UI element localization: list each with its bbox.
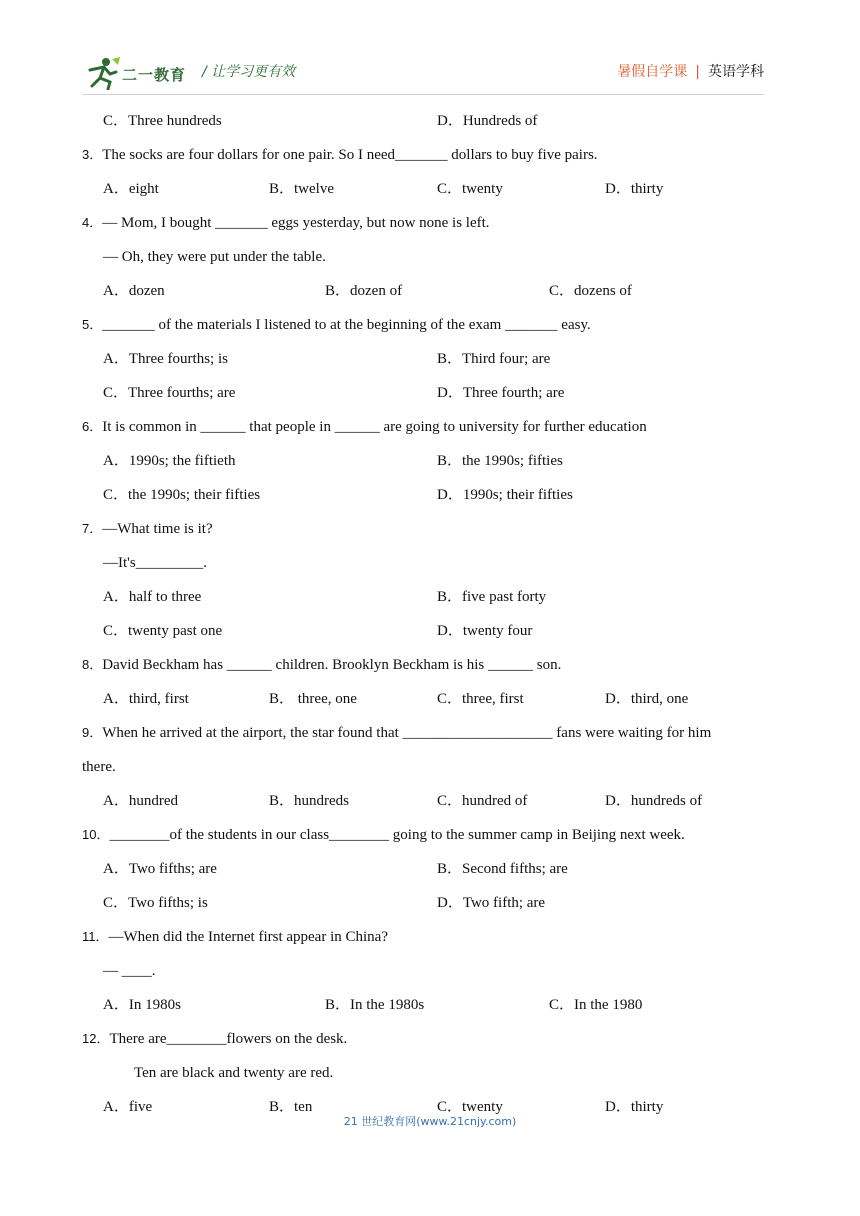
option-d: D．Three fourth; are — [437, 385, 565, 401]
question-10-options-row2 — [82, 892, 772, 926]
option-c: C．twenty past one — [103, 623, 223, 639]
question-9 — [82, 722, 772, 756]
option-a: A．hundred — [103, 793, 178, 809]
question-11 — [82, 926, 772, 960]
question-text: It is common in ______ that people in ______ are going to university for further education — [102, 419, 647, 435]
option-d: D．twenty four — [437, 623, 533, 639]
question-8 — [82, 654, 772, 688]
question-4-options — [82, 280, 772, 314]
question-number: 6． — [82, 419, 103, 434]
option-a: A．eight — [103, 181, 159, 197]
question-3 — [82, 144, 772, 178]
option-b: B．hundreds — [269, 793, 349, 809]
question-text: —What time is it? — [102, 521, 213, 537]
option-d: D．thirty — [605, 181, 664, 197]
question-list — [82, 110, 772, 1130]
option-b: B．Second fifths; are — [437, 861, 568, 877]
option-a: A．third, first — [103, 691, 189, 707]
question-number: 4． — [82, 215, 103, 230]
option-c: C．Three hundreds — [103, 113, 222, 129]
subject-label: 英语学科 — [708, 64, 764, 80]
question-number: 7． — [82, 521, 103, 536]
option-a: A．In 1980s — [103, 997, 181, 1013]
option-a: A．1990s; the fiftieth — [103, 453, 236, 469]
option-c: C．Two fifths; is — [103, 895, 208, 911]
question-2-options — [82, 110, 772, 144]
question-5-options-row2 — [82, 382, 772, 416]
question-10 — [82, 824, 772, 858]
question-4-reply: — Oh, they were put under the table. — [103, 249, 326, 265]
header-divider — [82, 94, 764, 95]
question-text: When he arrived at the airport, the star found that ____________________ fans were waiting for him — [102, 725, 712, 741]
option-a: A．dozen — [103, 283, 165, 299]
option-b: B．twelve — [269, 181, 334, 197]
option-b: B．dozen of — [325, 283, 403, 299]
option-b: B．In the 1980s — [325, 997, 425, 1013]
option-c: C．dozens of — [549, 283, 632, 299]
question-8-options — [82, 688, 772, 722]
question-text: David Beckham has ______ children. Brooklyn Beckham is his ______ son. — [102, 657, 562, 673]
question-7-options-row1 — [82, 586, 772, 620]
option-b: B．ten — [269, 1099, 313, 1115]
option-b: B． three, one — [269, 691, 357, 707]
question-number: 5． — [82, 317, 103, 332]
option-c: C．the 1990s; their fifties — [103, 487, 261, 503]
page-footer: 21 世纪教育网(www.21cnjy.com) — [343, 1115, 517, 1128]
question-3-options — [82, 178, 772, 212]
question-text: —When did the Internet first appear in China? — [108, 929, 388, 945]
question-text: There are________flowers on the desk. — [109, 1031, 348, 1047]
logo — [82, 56, 192, 90]
question-number: 3． — [82, 147, 103, 162]
question-6-options-row2 — [82, 484, 772, 518]
option-d: D．Two fifth; are — [437, 895, 546, 911]
question-6 — [82, 416, 772, 450]
question-number: 9． — [82, 725, 103, 740]
question-text: — Mom, I bought _______ eggs yesterday, but now none is left. — [102, 215, 490, 231]
option-d: D．1990s; their fifties — [437, 487, 573, 503]
question-11-options — [82, 994, 772, 1028]
option-c: C．twenty — [437, 181, 503, 197]
option-a: A．Two fifths; are — [103, 861, 217, 877]
question-number: 8． — [82, 657, 103, 672]
question-9-options — [82, 790, 772, 824]
option-a: A．Three fourths; is — [103, 351, 228, 367]
option-d: D．Hundreds of — [437, 113, 538, 129]
option-d: D．hundreds of — [605, 793, 703, 809]
question-text: The socks are four dollars for one pair. So I need_______ dollars to buy five pairs. — [102, 147, 598, 163]
option-c: C．Three fourths; are — [103, 385, 236, 401]
question-7-reply: —It's_________. — [103, 555, 207, 571]
header-right — [617, 61, 764, 81]
option-b: B．five past forty — [437, 589, 547, 605]
question-5 — [82, 314, 772, 348]
question-5-options-row1 — [82, 348, 772, 382]
option-c: C．In the 1980 — [549, 997, 643, 1013]
question-4 — [82, 212, 772, 246]
option-b: B．Third four; are — [437, 351, 551, 367]
question-11-reply: — ____. — [103, 963, 156, 979]
option-d: D．thirty — [605, 1099, 664, 1115]
option-a: A．half to three — [103, 589, 202, 605]
question-text: ________of the students in our class________ going to the summer camp in Beijing next week. — [109, 827, 685, 843]
option-c: C．hundred of — [437, 793, 528, 809]
runner-logo-icon — [82, 56, 122, 90]
header-separator: | — [695, 64, 700, 80]
option-c: C．twenty — [437, 1099, 503, 1115]
question-9-continuation: there. — [82, 759, 116, 775]
question-7-options-row2 — [82, 620, 772, 654]
logo-text: 二一教育 — [122, 66, 187, 84]
option-d: D．third, one — [605, 691, 689, 707]
page-header — [0, 0, 860, 96]
option-a: A．five — [103, 1099, 153, 1115]
question-text: _______ of the materials I listened to at the beginning of the exam _______ easy. — [102, 317, 591, 333]
question-7 — [82, 518, 772, 552]
question-10-options-row1 — [82, 858, 772, 892]
question-number: 10． — [82, 827, 110, 842]
question-6-options-row1 — [82, 450, 772, 484]
question-12 — [82, 1028, 772, 1062]
question-number: 12． — [82, 1031, 110, 1046]
option-b: B．the 1990s; fifties — [437, 453, 563, 469]
slogan: / 让学习更有效 — [202, 64, 296, 80]
option-c: C．three, first — [437, 691, 524, 707]
question-12-continuation: Ten are black and twenty are red. — [134, 1065, 334, 1081]
course-label: 暑假自学课 — [617, 64, 688, 80]
question-number: 11． — [82, 929, 109, 944]
